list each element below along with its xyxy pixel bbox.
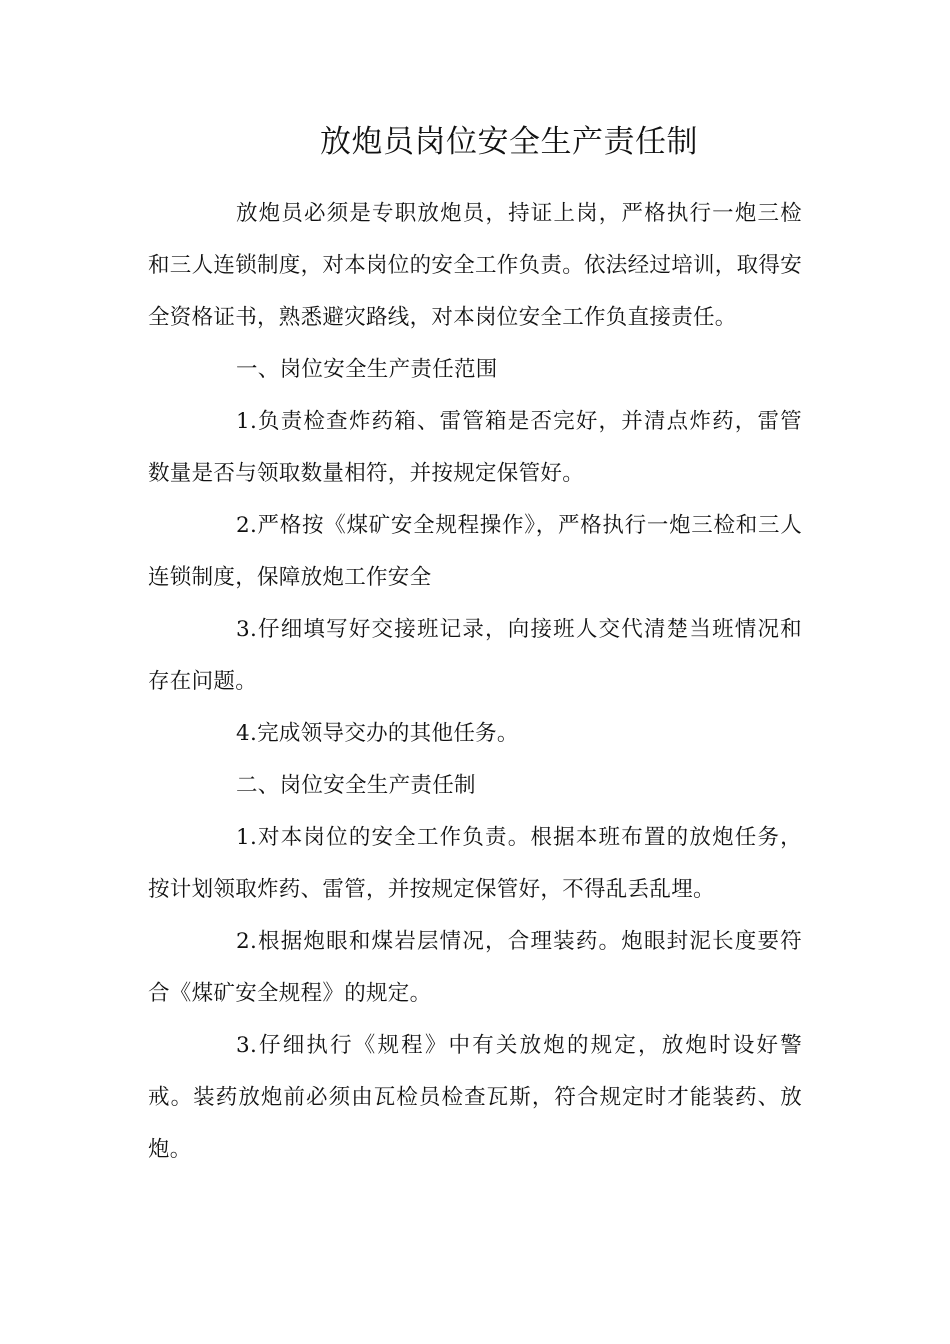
scope-item-1: 1.负责检查炸药箱、雷管箱是否完好，并清点炸药，雷管数量是否与领取数量相符，并按规定保管好。 (148, 409, 802, 486)
document-title: 放炮员岗位安全生产责任制 (320, 124, 698, 160)
scope-item-3: 3.仔细填写好交接班记录，向接班人交代清楚当班情况和存在问题。 (148, 617, 802, 694)
paragraph-intro: 放炮员必须是专职放炮员，持证上岗，严格执行一炮三检和三人连锁制度，对本岗位的安全工作负责。依法经过培训，取得安全资格证书，熟悉避灾路线，对本岗位安全工作负直接责任。 (148, 201, 803, 330)
responsibility-item-3: 3.仔细执行《规程》中有关放炮的规定，放炮时设好警戒。装药放炮前必须由瓦检员检查瓦斯，符合规定时才能装药、放炮。 (148, 1033, 802, 1162)
responsibility-item-1: 1.对本岗位的安全工作负责。根据本班布置的放炮任务，按计划领取炸药、雷管，并按规定保管好，不得乱丢乱埋。 (148, 825, 802, 902)
section-heading-responsibility: 二、岗位安全生产责任制 (236, 773, 476, 798)
document-body (148, 188, 802, 1176)
section-heading-scope: 一、岗位安全生产责任范围 (236, 357, 498, 382)
scope-item-2: 2.严格按《煤矿安全规程操作》，严格执行一炮三检和三人连锁制度，保障放炮工作安全 (148, 513, 802, 590)
scope-item-4: 4.完成领导交办的其他任务。 (236, 721, 519, 746)
responsibility-item-2: 2.根据炮眼和煤岩层情况，合理装药。炮眼封泥长度要符合《煤矿安全规程》的规定。 (148, 929, 802, 1006)
